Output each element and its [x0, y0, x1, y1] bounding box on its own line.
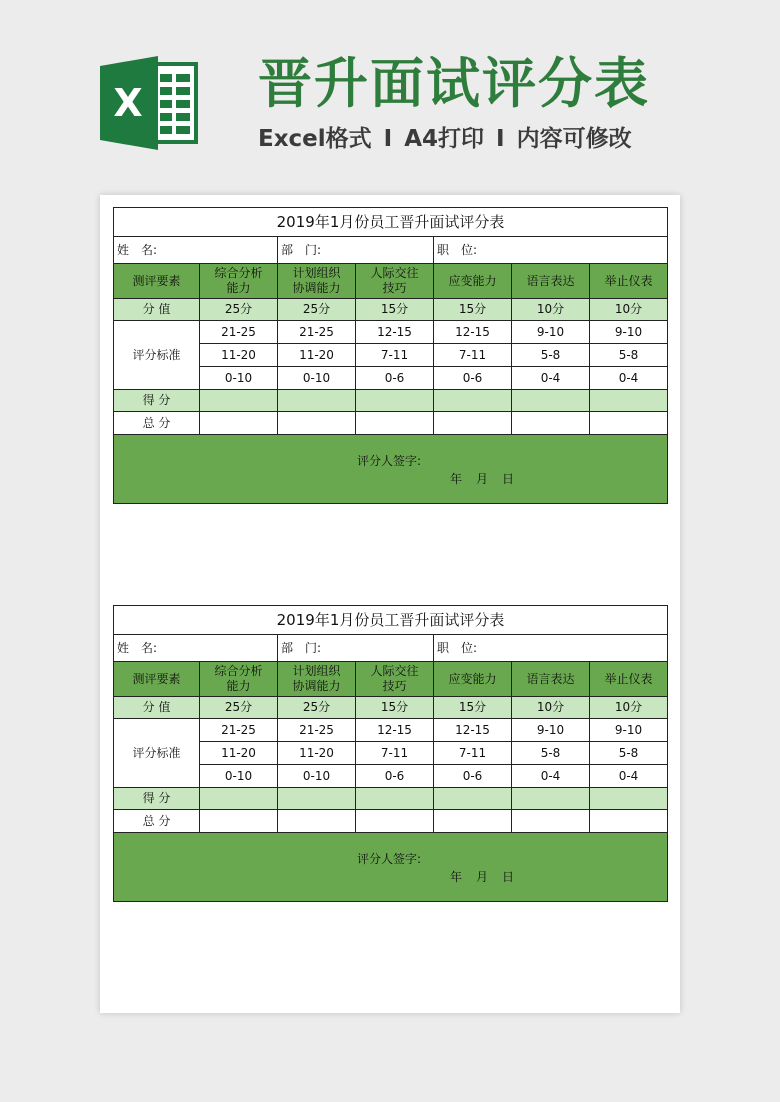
standard-range: 11-20 — [278, 344, 356, 367]
criterion-header — [356, 264, 434, 299]
criterion-header — [590, 264, 668, 299]
standard-range: 5-8 — [512, 742, 590, 765]
criterion-header — [434, 264, 512, 299]
criterion-line1: 语言表达 — [526, 671, 575, 686]
criterion-line1: 举止仪表 — [604, 671, 653, 686]
criterion-line1: 计划组织 — [292, 664, 341, 678]
standard-range: 5-8 — [590, 344, 668, 367]
standard-range: 9-10 — [590, 321, 668, 344]
criterion-header — [356, 662, 434, 697]
score-value: 10分 — [512, 299, 590, 321]
score-form — [113, 605, 668, 902]
subtitle-editable: 内容可修改 — [516, 126, 632, 152]
got-score-label: 得 分 — [114, 390, 200, 412]
criterion-line2: 技巧 — [382, 679, 407, 693]
criteria-header: 测评要素 — [114, 662, 200, 697]
total-score-cell[interactable] — [512, 412, 590, 435]
criterion-header — [434, 662, 512, 697]
standard-range: 12-15 — [434, 321, 512, 344]
criterion-header — [512, 662, 590, 697]
standard-range: 5-8 — [512, 344, 590, 367]
criterion-line1: 应变能力 — [448, 671, 497, 686]
standard-range: 0-10 — [278, 765, 356, 788]
standard-range: 0-10 — [278, 367, 356, 390]
form-title: 2019年1月份员工晋升面试评分表 — [114, 208, 668, 237]
criterion-line2: 能力 — [226, 679, 251, 693]
score-value: 10分 — [512, 697, 590, 719]
total-score-cell[interactable] — [200, 412, 278, 435]
page-subtitle — [258, 124, 632, 154]
standard-range: 0-4 — [590, 765, 668, 788]
standard-range: 12-15 — [434, 719, 512, 742]
got-score-label: 得 分 — [114, 788, 200, 810]
standard-range: 9-10 — [512, 321, 590, 344]
total-score-cell[interactable] — [356, 810, 434, 833]
criterion-line1: 语言表达 — [526, 273, 575, 288]
criterion-header — [200, 264, 278, 299]
score-value: 25分 — [278, 697, 356, 719]
standard-range: 7-11 — [434, 742, 512, 765]
standard-label: 评分标准 — [114, 719, 200, 788]
criterion-header — [278, 264, 356, 299]
got-score-cell[interactable] — [356, 788, 434, 810]
score-value: 10分 — [590, 697, 668, 719]
total-score-cell[interactable] — [434, 810, 512, 833]
total-score-cell[interactable] — [200, 810, 278, 833]
standard-range: 7-11 — [356, 742, 434, 765]
logo-letter: X — [113, 81, 143, 125]
got-score-cell[interactable] — [200, 788, 278, 810]
got-score-cell[interactable] — [590, 788, 668, 810]
form-title: 2019年1月份员工晋升面试评分表 — [114, 606, 668, 635]
criterion-header — [200, 662, 278, 697]
standard-range: 0-6 — [356, 367, 434, 390]
subtitle-separator: I — [383, 126, 393, 152]
department-field[interactable]: 部 门: — [278, 635, 434, 662]
standard-range: 5-8 — [590, 742, 668, 765]
signer-label: 评分人签字: — [357, 852, 422, 866]
got-score-cell[interactable] — [278, 788, 356, 810]
criteria-header: 测评要素 — [114, 264, 200, 299]
standard-range: 0-6 — [356, 765, 434, 788]
criterion-line2: 能力 — [226, 281, 251, 295]
standard-range: 21-25 — [278, 719, 356, 742]
position-field[interactable]: 职 位: — [434, 635, 668, 662]
name-field[interactable]: 姓 名: — [114, 635, 278, 662]
standard-range: 21-25 — [278, 321, 356, 344]
standard-range: 11-20 — [200, 344, 278, 367]
signature-area[interactable] — [114, 833, 668, 902]
date-month: 月 — [476, 472, 489, 486]
criterion-header — [278, 662, 356, 697]
standard-range: 0-6 — [434, 765, 512, 788]
criterion-line2: 协调能力 — [292, 281, 341, 295]
date-day: 日 — [502, 870, 515, 884]
signer-label: 评分人签字: — [357, 454, 422, 468]
standard-range: 7-11 — [434, 344, 512, 367]
score-value: 15分 — [356, 697, 434, 719]
got-score-cell[interactable] — [200, 390, 278, 412]
standard-range: 9-10 — [590, 719, 668, 742]
criterion-line1: 综合分析 — [214, 266, 263, 280]
standard-range: 21-25 — [200, 719, 278, 742]
score-label: 分 值 — [114, 299, 200, 321]
department-field[interactable]: 部 门: — [278, 237, 434, 264]
total-score-cell[interactable] — [512, 810, 590, 833]
got-score-cell[interactable] — [356, 390, 434, 412]
page-header — [0, 0, 780, 190]
sign-date — [450, 472, 528, 487]
standard-range: 0-4 — [512, 765, 590, 788]
date-day: 日 — [502, 472, 515, 486]
score-value: 10分 — [590, 299, 668, 321]
criterion-line1: 综合分析 — [214, 664, 263, 678]
score-value: 25分 — [200, 697, 278, 719]
got-score-cell[interactable] — [512, 788, 590, 810]
date-year: 年 — [450, 472, 463, 486]
standard-range: 11-20 — [278, 742, 356, 765]
signature-area[interactable] — [114, 435, 668, 504]
score-value: 25分 — [200, 299, 278, 321]
total-score-cell[interactable] — [278, 810, 356, 833]
subtitle-format: Excel格式 — [258, 126, 372, 152]
got-score-cell[interactable] — [512, 390, 590, 412]
standard-range: 0-4 — [590, 367, 668, 390]
total-score-cell[interactable] — [590, 810, 668, 833]
name-field[interactable]: 姓 名: — [114, 237, 278, 264]
page-title: 晋升面试评分表 — [258, 52, 650, 115]
standard-range: 9-10 — [512, 719, 590, 742]
date-year: 年 — [450, 870, 463, 884]
criterion-line1: 应变能力 — [448, 273, 497, 288]
sign-date — [450, 870, 528, 885]
excel-logo-icon — [100, 56, 200, 150]
total-score-cell[interactable] — [434, 412, 512, 435]
total-score-cell[interactable] — [356, 412, 434, 435]
standard-range: 0-10 — [200, 765, 278, 788]
got-score-cell[interactable] — [590, 390, 668, 412]
position-field[interactable]: 职 位: — [434, 237, 668, 264]
criterion-line1: 人际交往 — [370, 664, 419, 678]
score-label: 分 值 — [114, 697, 200, 719]
score-value: 25分 — [278, 299, 356, 321]
standard-range: 0-4 — [512, 367, 590, 390]
score-form — [113, 207, 668, 504]
total-score-cell[interactable] — [278, 412, 356, 435]
standard-range: 12-15 — [356, 719, 434, 742]
standard-range: 0-10 — [200, 367, 278, 390]
subtitle-print: A4打印 — [404, 126, 485, 152]
score-value: 15分 — [434, 697, 512, 719]
got-score-cell[interactable] — [434, 390, 512, 412]
got-score-cell[interactable] — [278, 390, 356, 412]
criterion-line1: 计划组织 — [292, 266, 341, 280]
criterion-header — [590, 662, 668, 697]
date-month: 月 — [476, 870, 489, 884]
criterion-line2: 协调能力 — [292, 679, 341, 693]
total-score-cell[interactable] — [590, 412, 668, 435]
standard-range: 11-20 — [200, 742, 278, 765]
criterion-line2: 技巧 — [382, 281, 407, 295]
total-score-label: 总 分 — [114, 412, 200, 435]
total-score-label: 总 分 — [114, 810, 200, 833]
criterion-header — [512, 264, 590, 299]
standard-label: 评分标准 — [114, 321, 200, 390]
score-value: 15分 — [356, 299, 434, 321]
criterion-line1: 举止仪表 — [604, 273, 653, 288]
subtitle-separator: I — [496, 126, 505, 152]
criterion-line1: 人际交往 — [370, 266, 419, 280]
paper-sheet — [100, 195, 680, 1013]
got-score-cell[interactable] — [434, 788, 512, 810]
standard-range: 0-6 — [434, 367, 512, 390]
standard-range: 12-15 — [356, 321, 434, 344]
score-value: 15分 — [434, 299, 512, 321]
standard-range: 7-11 — [356, 344, 434, 367]
standard-range: 21-25 — [200, 321, 278, 344]
